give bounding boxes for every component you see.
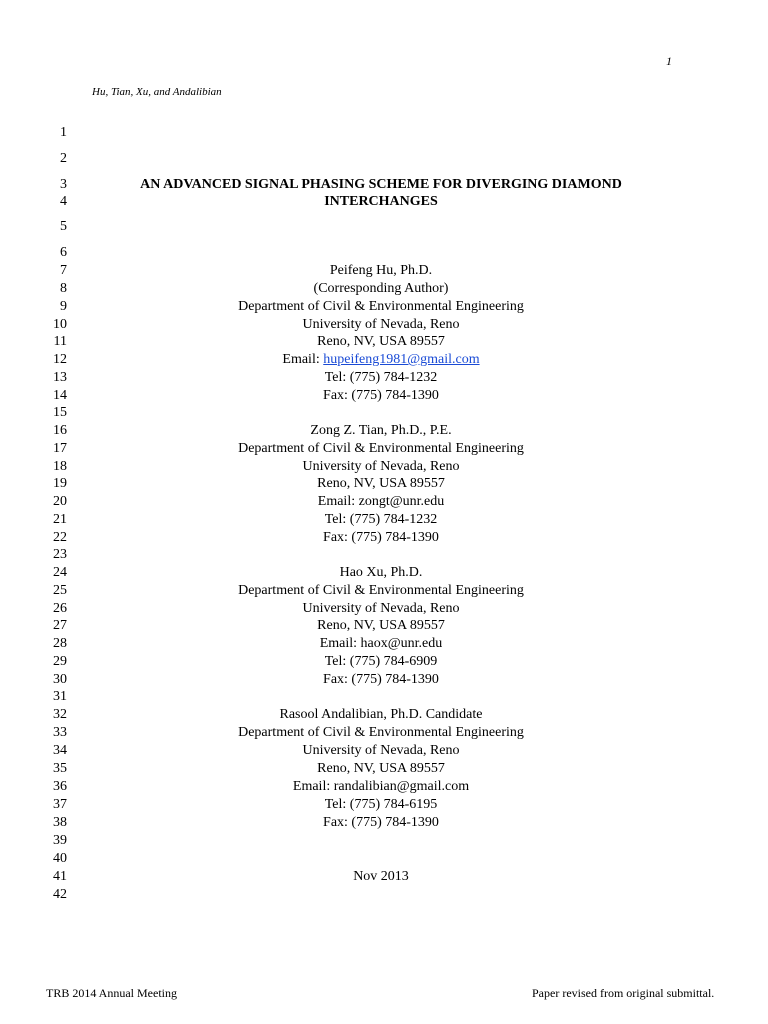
line-text-content: INTERCHANGES: [324, 194, 438, 209]
line-number: 16: [53, 423, 67, 438]
text-line: [0, 404, 768, 422]
text-line: [0, 868, 768, 886]
text-line: [0, 653, 768, 671]
line-text-content: Tel: (775) 784-6195: [324, 797, 438, 812]
line-number: 38: [53, 815, 67, 830]
line-text: [90, 475, 672, 493]
line-number: 29: [53, 654, 67, 669]
line-text-content: Zong Z. Tian, Ph.D., P.E.: [310, 423, 452, 438]
line-text: [90, 796, 672, 814]
line-number: 41: [53, 869, 67, 884]
line-number: 28: [53, 636, 67, 651]
line-text: [90, 582, 672, 600]
text-line: [0, 564, 768, 582]
line-number: 37: [53, 797, 67, 812]
paper-title-line: [90, 176, 672, 194]
line-text-content: Peifeng Hu, Ph.D.: [329, 263, 433, 278]
line-text-content: Rasool Andalibian, Ph.D. Candidate: [279, 707, 483, 722]
line-number: 34: [53, 743, 67, 758]
text-line: [0, 458, 768, 476]
line-text-content: Department of Civil & Environmental Engineering: [238, 441, 524, 456]
text-line: [0, 333, 768, 351]
line-text: [90, 333, 672, 351]
line-number: 24: [53, 565, 67, 580]
line-number: 3: [60, 177, 67, 192]
line-number: 8: [60, 281, 67, 296]
page-number: 1: [666, 54, 672, 68]
text-line: [0, 796, 768, 814]
line-number: 19: [53, 476, 67, 491]
line-number: 15: [53, 405, 67, 420]
line-text-content: Fax: (775) 784-1390: [323, 815, 439, 830]
line-text-content: Reno, NV, USA 89557: [317, 476, 445, 491]
line-number: 31: [53, 689, 67, 704]
line-number: 36: [53, 779, 67, 794]
line-number: 42: [53, 887, 67, 902]
text-line: [0, 475, 768, 493]
line-number: 40: [53, 851, 67, 866]
line-text: [90, 742, 672, 760]
line-text-content: Reno, NV, USA 89557: [317, 334, 445, 349]
line-text-content: Fax: (775) 784-1390: [323, 388, 439, 403]
text-line: [0, 511, 768, 529]
line-text: [90, 778, 672, 796]
line-number: 21: [53, 512, 67, 527]
line-text-content: University of Nevada, Reno: [302, 459, 460, 474]
line-number: 35: [53, 761, 67, 776]
paper-title-line: [90, 193, 672, 211]
text-line: [0, 778, 768, 796]
line-text-content: Fax: (775) 784-1390: [323, 672, 439, 687]
line-text: [90, 387, 672, 405]
footer-conference: TRB 2014 Annual Meeting: [46, 986, 177, 1000]
line-text-content: AN ADVANCED SIGNAL PHASING SCHEME FOR DIVERGING DIAMOND: [140, 177, 622, 192]
line-text: [90, 422, 672, 440]
running-head: Hu, Tian, Xu, and Andalibian: [92, 86, 222, 98]
line-number: 25: [53, 583, 67, 598]
text-line: [0, 150, 768, 168]
line-text-content: University of Nevada, Reno: [302, 743, 460, 758]
text-line: [0, 244, 768, 262]
line-text: [90, 706, 672, 724]
line-text-content: Tel: (775) 784-1232: [324, 370, 438, 385]
text-line: [0, 176, 768, 194]
email-link[interactable]: hupeifeng1981@gmail.com: [323, 352, 480, 367]
line-text: [90, 868, 672, 886]
line-number: 26: [53, 601, 67, 616]
line-text: [90, 600, 672, 618]
line-text-content: Email: zongt@unr.edu: [317, 494, 445, 509]
text-line: [0, 316, 768, 334]
line-text: [90, 564, 672, 582]
line-number: 9: [60, 299, 67, 314]
line-number: 27: [53, 618, 67, 633]
text-line: [0, 600, 768, 618]
text-line: [0, 218, 768, 236]
line-text-content: Reno, NV, USA 89557: [317, 618, 445, 633]
line-text-content: Tel: (775) 784-1232: [324, 512, 438, 527]
line-text: [90, 511, 672, 529]
line-text-content: Department of Civil & Environmental Engineering: [238, 583, 524, 598]
text-line: [0, 635, 768, 653]
line-text: [90, 529, 672, 547]
text-line: [0, 262, 768, 280]
line-text-content: (Corresponding Author): [313, 281, 449, 296]
line-number: 18: [53, 459, 67, 474]
line-number: 6: [60, 245, 67, 260]
text-line: [0, 742, 768, 760]
text-line: [0, 832, 768, 850]
line-number: 33: [53, 725, 67, 740]
line-number: 39: [53, 833, 67, 848]
line-text: [90, 493, 672, 511]
line-number: 4: [60, 194, 67, 209]
text-line: [0, 688, 768, 706]
text-line: [0, 422, 768, 440]
line-number: 14: [53, 388, 67, 403]
line-text: [90, 760, 672, 778]
text-line: [0, 617, 768, 635]
line-text: [90, 724, 672, 742]
text-line: [0, 440, 768, 458]
line-text-content: Department of Civil & Environmental Engineering: [238, 299, 524, 314]
line-number: 20: [53, 494, 67, 509]
line-text: [90, 671, 672, 689]
line-text: [90, 351, 672, 369]
line-text: [90, 262, 672, 280]
text-line: [0, 546, 768, 564]
text-line: [0, 671, 768, 689]
line-number: 32: [53, 707, 67, 722]
text-line: [0, 493, 768, 511]
line-text-content: University of Nevada, Reno: [302, 601, 460, 616]
text-line: [0, 193, 768, 211]
line-text: [90, 369, 672, 387]
line-number: 10: [53, 317, 67, 332]
text-line: [0, 298, 768, 316]
text-line: [0, 886, 768, 904]
text-line: [0, 724, 768, 742]
line-text-content: Reno, NV, USA 89557: [317, 761, 445, 776]
line-number: 2: [60, 151, 67, 166]
line-number: 13: [53, 370, 67, 385]
text-line: [0, 760, 768, 778]
line-text: [90, 653, 672, 671]
line-number: 11: [53, 334, 67, 349]
line-number: 1: [60, 125, 67, 140]
text-line: [0, 280, 768, 298]
line-number: 23: [53, 547, 67, 562]
text-line: [0, 706, 768, 724]
text-line: [0, 124, 768, 142]
text-line: [0, 814, 768, 832]
line-text: [90, 316, 672, 334]
line-text: [90, 440, 672, 458]
text-line: [0, 529, 768, 547]
line-text-content: Fax: (775) 784-1390: [323, 530, 439, 545]
text-line: [0, 387, 768, 405]
footer-revision-note: Paper revised from original submittal.: [532, 986, 715, 1000]
line-text-content: University of Nevada, Reno: [302, 317, 460, 332]
line-number: 22: [53, 530, 67, 545]
line-text-content: Email: haox@unr.edu: [319, 636, 443, 651]
line-number: 30: [53, 672, 67, 687]
text-line: [0, 582, 768, 600]
line-text: [90, 298, 672, 316]
text-line: [0, 369, 768, 387]
line-text: [90, 617, 672, 635]
line-number: 7: [60, 263, 67, 278]
line-text: [90, 635, 672, 653]
text-line: [0, 351, 768, 369]
line-text-content: Email:: [282, 352, 324, 367]
line-number: 12: [53, 352, 67, 367]
line-text-content: Department of Civil & Environmental Engineering: [238, 725, 524, 740]
line-text-content: Email: randalibian@gmail.com: [292, 779, 470, 794]
line-text-content: Hao Xu, Ph.D.: [339, 565, 423, 580]
line-text-content: Nov 2013: [353, 869, 409, 884]
line-text: [90, 814, 672, 832]
text-line: [0, 850, 768, 868]
line-text: [90, 458, 672, 476]
line-number: 5: [60, 219, 67, 234]
line-number: 17: [53, 441, 67, 456]
line-text: [90, 280, 672, 298]
line-text-content: Tel: (775) 784-6909: [324, 654, 438, 669]
